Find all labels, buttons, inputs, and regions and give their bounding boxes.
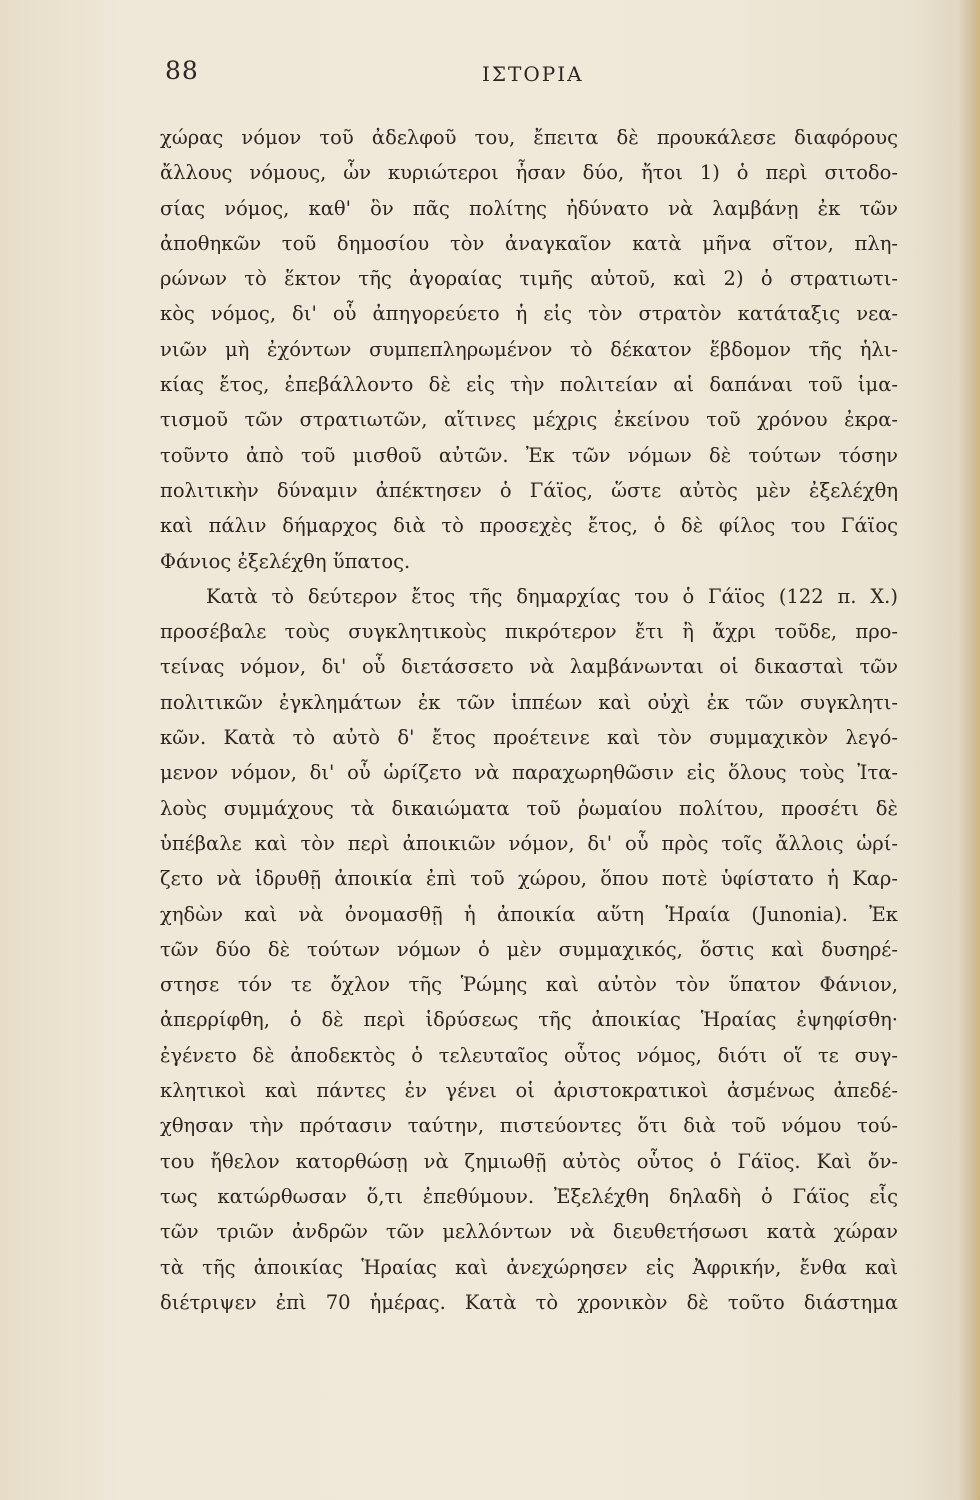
text-line: ἀποθηκῶν τοῦ δημοσίου τὸν ἀναγκαῖον κατὰ μῆνα σῖτον, πλη-: [160, 231, 898, 255]
text-line: κὸς νόμος, δι' οὗ ἀπηγορεύετο ἡ εἰς τὸν στρατὸν κατάταξις νεα-: [160, 302, 898, 326]
text-line: τοῦντο ἀπὸ τοῦ μισθοῦ αὐτῶν. Ἐκ τῶν νόμων δὲ τούτων τόσην: [160, 443, 898, 467]
text-line: τείνας νόμον, δι' οὗ διετάσσετο νὰ λαμβάνωνται οἱ δικασταὶ τῶν: [160, 655, 898, 679]
text-line: κίας ἔτος, ἐπεβάλλοντο δὲ εἰς τὴν πολιτείαν αἱ δαπάναι τοῦ ἱμα-: [160, 373, 898, 397]
text-line: ἀπερρίφθη, ὁ δὲ περὶ ἱδρύσεως τῆς ἀποικίας Ἡραίας ἐψηφίσθη·: [160, 1008, 898, 1032]
running-title: ΙΣΤΟΡΙΑ: [482, 62, 584, 86]
text-line: ζετο νὰ ἱδρυθῇ ἀποικία ἐπὶ τοῦ χώρου, ὅπου ποτὲ ὑφίστατο ἡ Καρ-: [160, 867, 898, 891]
text-line: χθησαν τὴν πρότασιν ταύτην, πιστεύοντες ὅτι διὰ τοῦ νόμου τού-: [160, 1114, 898, 1138]
text-line: ρώνων τὸ ἕκτον τῆς ἀγοραίας τιμῆς αὐτοῦ, καὶ 2) ὁ στρατιωτι-: [160, 267, 898, 291]
text-line: Κατὰ τὸ δεύτερον ἔτος τῆς δημαρχίας του ὁ Γάϊος (122 π. Χ.): [206, 584, 898, 608]
text-line: κλητικοὶ καὶ πάντες ἐν γένει οἱ ἀριστοκρατικοὶ ἀσμένως ἀπεδέ-: [160, 1079, 898, 1103]
text-line: του ἤθελον κατορθώσῃ νὰ ζημιωθῇ αὐτὸς οὗτος ὁ Γάϊος. Καὶ ὄν-: [160, 1149, 898, 1173]
page-number: 88: [165, 56, 199, 85]
text-line: ἄλλους νόμους, ὧν κυριώτεροι ἦσαν δύο, ἤτοι 1) ὁ περὶ σιτοδο-: [160, 161, 898, 185]
body-text: [160, 120, 898, 1320]
text-line: χώρας νόμον τοῦ ἀδελφοῦ του, ἔπειτα δὲ προυκάλεσε διαφόρους: [160, 126, 898, 149]
text-line: στησε τόν τε ὄχλον τῆς Ῥώμης καὶ αὐτὸν τὸν ὕπατον Φάνιον,: [160, 973, 898, 997]
text-line: προσέβαλε τοὺς συγκλητικοὺς πικρότερον ἔτι ἢ ἄχρι τοῦδε, προ-: [160, 620, 898, 644]
text-line: τῶν τριῶν ἀνδρῶν τῶν μελλόντων νὰ διευθετήσωσι κατὰ χώραν: [160, 1220, 898, 1244]
text-line: καὶ πάλιν δήμαρχος διὰ τὸ προσεχὲς ἔτος, ὁ δὲ φίλος του Γάϊος: [160, 514, 898, 538]
text-line: τως κατώρθωσαν ὅ,τι ἐπεθύμουν. Ἐξελέχθη δηλαδὴ ὁ Γάϊος εἷς: [160, 1184, 898, 1208]
text-line: μενον νόμον, δι' οὗ ὡρίζετο νὰ παραχωρηθῶσιν εἰς ὅλους τοὺς Ἰτα-: [160, 761, 898, 785]
text-line: Φάνιος ἐξελέχθη ὕπατος.: [160, 549, 411, 573]
text-line: τῶν δύο δὲ τούτων νόμων ὁ μὲν συμμαχικός, ὅστις καὶ δυσηρέ-: [160, 937, 898, 961]
page-edge: [958, 0, 980, 1500]
page-header: [0, 56, 980, 96]
text-line: πολιτικῶν ἐγκλημάτων ἐκ τῶν ἱππέων καὶ οὐχὶ ἐκ τῶν συγκλητι-: [160, 690, 898, 714]
text-line: νιῶν μὴ ἐχόντων συμπεπληρωμένον τὸ δέκατον ἕβδομον τῆς ἡλι-: [160, 337, 898, 361]
text-line: ὑπέβαλε καὶ τὸν περὶ ἀποικιῶν νόμον, δι' οὗ πρὸς τοῖς ἄλλοις ὡρί-: [160, 831, 898, 855]
text-line: χηδὼν καὶ νὰ ὀνομασθῇ ἡ ἀποικία αὕτη Ἡραία (Junonia). Ἐκ: [160, 902, 898, 926]
text-line: τὰ τῆς ἀποικίας Ἡραίας καὶ ἀνεχώρησεν εἰς Ἀφρικήν, ἔνθα καὶ: [160, 1255, 898, 1279]
text-line: λοὺς συμμάχους τὰ δικαιώματα τοῦ ῥωμαίου πολίτου, προσέτι δὲ: [160, 796, 898, 820]
text-line: τισμοῦ τῶν στρατιωτῶν, αἵτινες μέχρις ἐκείνου τοῦ χρόνου ἐκρα-: [160, 408, 898, 432]
text-line: πολιτικὴν δύναμιν ἀπέκτησεν ὁ Γάϊος, ὥστε αὐτὸς μὲν ἐξελέχθη: [160, 478, 898, 502]
text-line: κῶν. Κατὰ τὸ αὐτὸ δ' ἔτος προέτεινε καὶ τὸν συμμαχικὸν λεγό-: [160, 726, 898, 750]
text-line: ἐγένετο δὲ ἀποδεκτὸς ὁ τελευταῖος οὗτος νόμος, διότι οἵ τε συγ-: [160, 1043, 898, 1067]
text-line: διέτριψεν ἐπὶ 70 ἡμέρας. Κατὰ τὸ χρονικὸν δὲ τοῦτο διάστημα: [160, 1290, 898, 1314]
text-line: σίας νόμος, καθ' ὃν πᾶς πολίτης ἠδύνατο νὰ λαμβάνῃ ἐκ τῶν: [160, 196, 898, 220]
